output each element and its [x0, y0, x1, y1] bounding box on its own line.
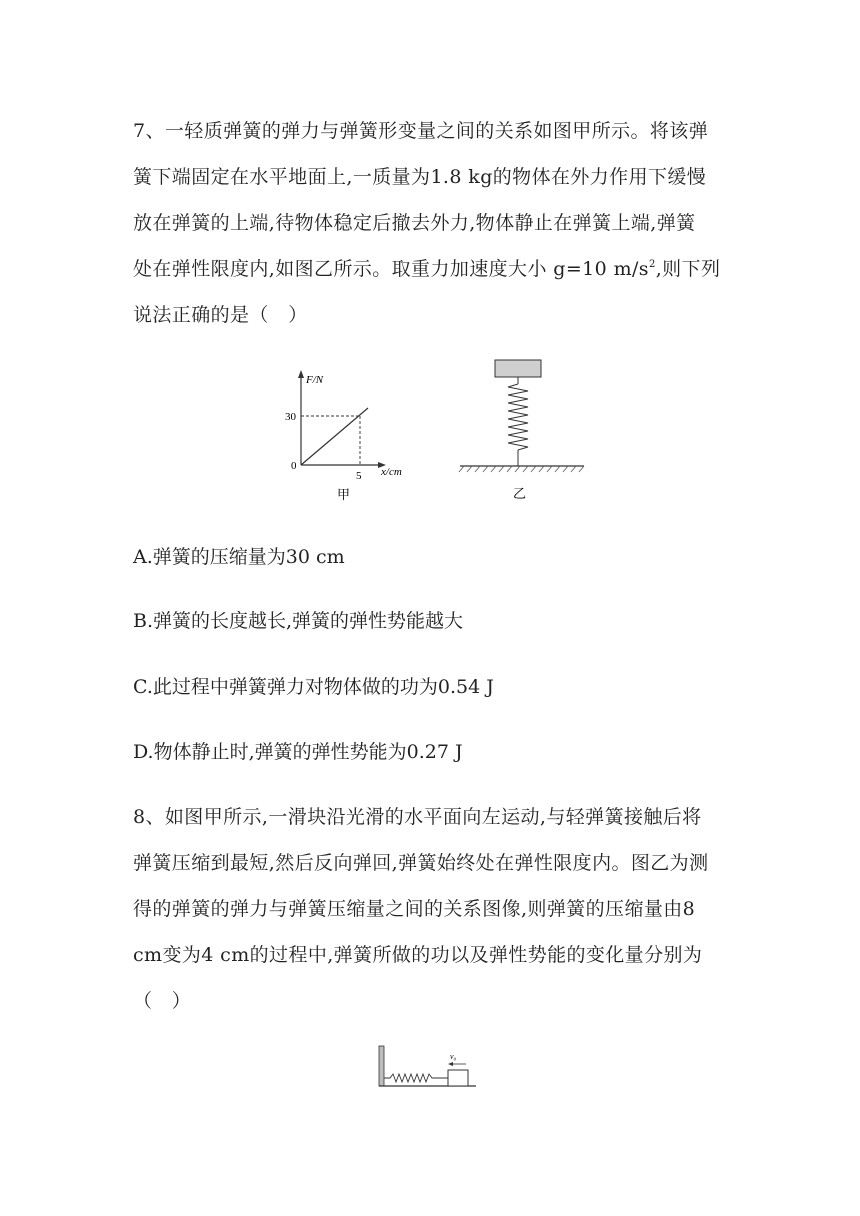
q7-figure-yi — [450, 358, 590, 508]
q7-line-4 — [133, 254, 720, 281]
velocity-arrowhead — [448, 1062, 453, 1066]
ground-hatch — [459, 466, 584, 472]
q7-option-c: C.此过程中弹簧弹力对物体做的功为0.54 J — [133, 676, 494, 698]
q8-line-2: 弹簧压缩到最短,然后反向弹回,弹簧始终处在弹性限度内。图乙为测 — [133, 852, 709, 874]
block — [495, 360, 541, 377]
q7-line-4-tail: ,则下列 — [655, 258, 721, 280]
q7-line-4-text: 处在弹性限度内,如图乙所示。取重力加速度大小 g=10 m/s — [133, 258, 649, 280]
force-line — [301, 408, 368, 465]
q7-line-1: 7、一轻质弹簧的弹力与弹簧形变量之间的关系如图甲所示。将该弹 — [133, 120, 709, 142]
q8-figure — [376, 1044, 486, 1094]
q7-option-a: A.弹簧的压缩量为30 cm — [133, 546, 345, 568]
velocity-label: v₀ — [450, 1052, 457, 1061]
q7-line-4-exponent: 2 — [648, 259, 656, 270]
q7-line-3: 放在弹簧的上端,待物体稳定后撤去外力,物体静止在弹簧上端,弹簧 — [133, 212, 696, 234]
caption-jia: 甲 — [337, 487, 351, 502]
slider-block — [448, 1070, 468, 1086]
q8-line-1: 8、如图甲所示,一滑块沿光滑的水平面向左运动,与轻弹簧接触后将 — [133, 806, 702, 828]
wall — [379, 1046, 384, 1086]
spring — [508, 384, 528, 450]
q7-figure-jia — [280, 366, 440, 506]
q8-line-4: cm变为4 cm的过程中,弹簧所做的功以及弹性势能的变化量分别为 — [133, 944, 703, 966]
x-axis-label: x/cm — [381, 466, 402, 478]
q7-line-2: 簧下端固定在水平地面上,一质量为1.8 kg的物体在外力作用下缓慢 — [133, 166, 707, 188]
q8-line-3: 得的弹簧的弹力与弹簧压缩量之间的关系图像,则弹簧的压缩量由8 — [133, 898, 696, 920]
y-axis-label: F/N — [306, 374, 324, 386]
q7-option-d: D.物体静止时,弹簧的弹性势能为0.27 J — [133, 741, 463, 763]
caption-yi: 乙 — [513, 486, 527, 501]
q7-option-b: B.弹簧的长度越长,弹簧的弹性势能越大 — [133, 610, 464, 632]
origin-label: 0 — [291, 460, 297, 472]
q8-line-5: （ ） — [133, 990, 192, 1012]
y-tick-30: 30 — [285, 411, 296, 423]
y-axis-arrow — [298, 370, 304, 378]
x-tick-5: 5 — [356, 470, 362, 482]
spring — [384, 1074, 448, 1082]
q7-line-5: 说法正确的是（ ） — [133, 304, 308, 326]
